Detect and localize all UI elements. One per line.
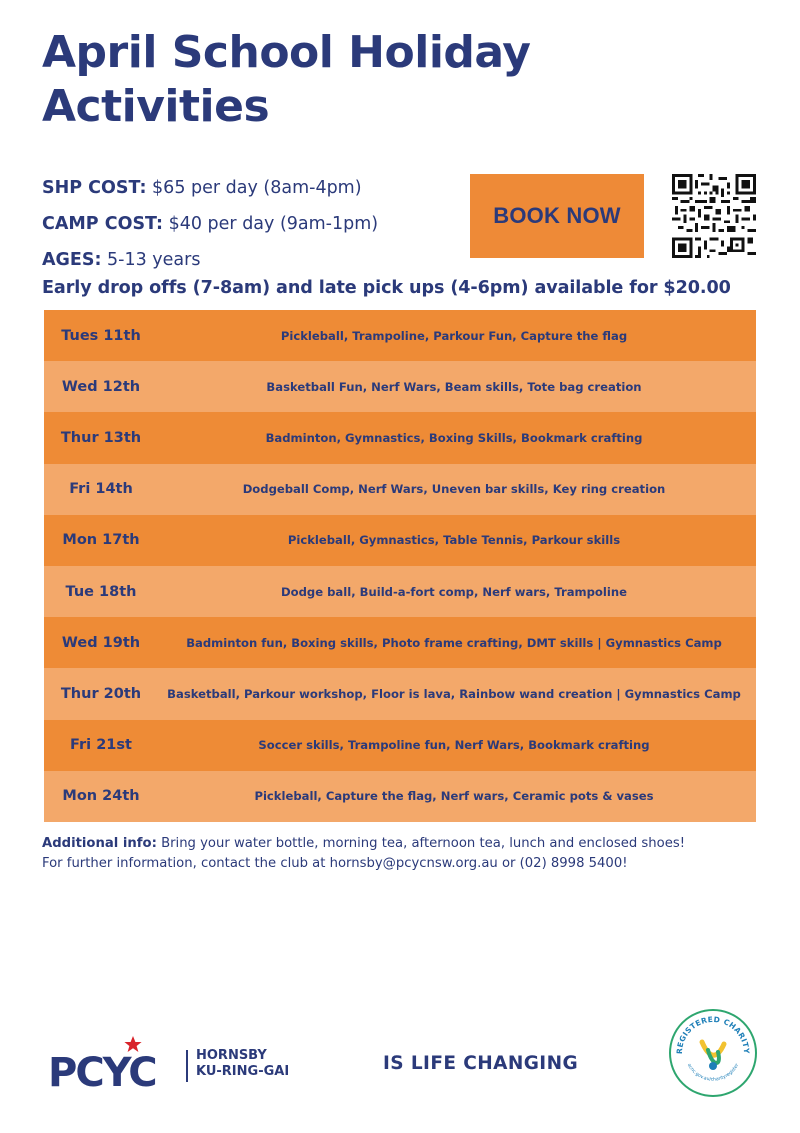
additional-info: [42, 834, 685, 874]
schedule-row: [44, 566, 756, 617]
info-text-1: Bring your water bottle, morning tea, afternoon tea, lunch and enclosed shoes!: [156, 836, 685, 851]
schedule-day: Fri 21st: [70, 737, 132, 754]
schedule-row: [44, 771, 756, 822]
schedule-row: [44, 515, 756, 566]
schedule-day: Fri 14th: [69, 481, 133, 498]
pcyc-logo: [48, 1034, 328, 1094]
ages-label: AGES:: [42, 250, 102, 270]
camp-cost: [42, 206, 378, 242]
schedule-row: [44, 361, 756, 412]
shp-cost-value: $65 per day (8am-4pm): [146, 178, 362, 198]
book-now-button[interactable]: BOOK NOW: [470, 174, 644, 258]
schedule-activities: Pickleball, Gymnastics, Table Tennis, Parkour skills: [287, 533, 621, 548]
schedule-day: Thur 13th: [60, 429, 142, 446]
qr-code-icon[interactable]: [672, 174, 756, 258]
shp-cost-label: SHP COST:: [42, 178, 147, 198]
page-title: April School Holiday Activities: [42, 27, 531, 132]
shp-cost: [42, 170, 378, 206]
club-name-line-1: HORNSBY: [196, 1048, 267, 1063]
early-dropoff-note: Early drop offs (7-8am) and late pick ups (4-6pm) available for $20.00: [42, 278, 731, 298]
ages-value: 5-13 years: [101, 250, 201, 270]
schedule-activities: Badminton fun, Boxing skills, Photo frame crafting, DMT skills | Gymnastics Camp: [186, 635, 722, 650]
camp-cost-value: $40 per day (9am-1pm): [163, 214, 379, 234]
info-label: Additional info:: [42, 836, 157, 851]
pcyc-logo-text: PCYC: [48, 1050, 156, 1094]
cost-info: [42, 170, 378, 278]
schedule-activities: Pickleball, Capture the flag, Nerf wars, Ceramic pots & vases: [254, 789, 654, 804]
svg-text:acnc.gov.au/charityregister: acnc.gov.au/charityregister: [685, 1063, 741, 1083]
logo-divider: [186, 1050, 188, 1082]
ages: [42, 242, 378, 278]
info-line-2: For further information, contact the club at hornsby@pcycnsw.org.au or (02) 8998 5400!: [42, 856, 628, 871]
info-line-1: [42, 834, 685, 854]
club-name: [196, 1048, 289, 1080]
camp-cost-label: CAMP COST:: [42, 214, 164, 234]
schedule-row: [44, 412, 756, 463]
schedule-activities: Basketball, Parkour workshop, Floor is lava, Rainbow wand creation | Gymnastics Camp: [167, 686, 741, 701]
schedule-table: [44, 310, 756, 822]
schedule-day: Wed 12th: [61, 378, 141, 395]
schedule-day: Mon 17th: [62, 532, 140, 549]
schedule-day: Wed 19th: [61, 634, 141, 651]
club-name-line-2: KU-RING-GAI: [196, 1064, 290, 1079]
schedule-row: [44, 668, 756, 719]
schedule-activities: Badminton, Gymnastics, Boxing Skills, Bookmark crafting: [265, 430, 643, 445]
registered-charity-seal-icon: [668, 1008, 758, 1098]
schedule-day: Tues 11th: [61, 327, 141, 344]
schedule-activities: Basketball Fun, Nerf Wars, Beam skills, Tote bag creation: [266, 379, 642, 394]
schedule-row: [44, 720, 756, 771]
schedule-activities: Dodge ball, Build-a-fort comp, Nerf wars, Trampoline: [281, 584, 627, 599]
schedule-activities: Soccer skills, Trampoline fun, Nerf Wars, Bookmark crafting: [258, 738, 650, 753]
schedule-day: Thur 20th: [60, 685, 142, 702]
schedule-day: Tue 18th: [65, 583, 137, 600]
schedule-row: [44, 464, 756, 515]
schedule-row: [44, 310, 756, 361]
pcyc-logo-icon: [48, 1034, 180, 1094]
slogan: IS LIFE CHANGING: [383, 1053, 579, 1074]
schedule-activities: Pickleball, Trampoline, Parkour Fun, Capture the flag: [280, 328, 628, 343]
schedule-day: Mon 24th: [62, 788, 140, 805]
schedule-row: [44, 617, 756, 668]
svg-text:REGISTERED CHARITY: REGISTERED CHARITY: [674, 1014, 752, 1055]
schedule-activities: Dodgeball Comp, Nerf Wars, Uneven bar skills, Key ring creation: [242, 482, 666, 497]
